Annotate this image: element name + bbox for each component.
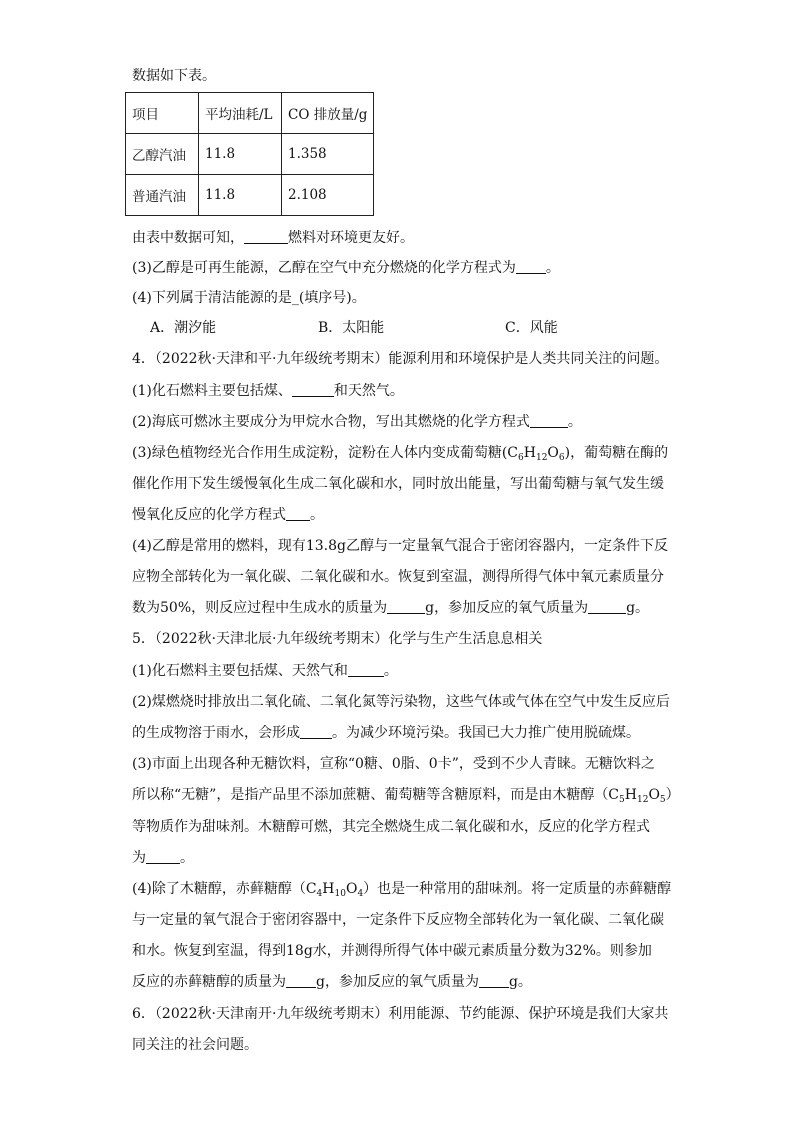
answer-blank[interactable]: [286, 973, 316, 988]
text: 的生成物溶于雨水，会形成: [132, 725, 300, 741]
q5-part2-line2: [132, 724, 640, 742]
option-b: B．太阳能: [318, 320, 385, 336]
q4-part2: [132, 413, 582, 431]
q3-part3: [132, 259, 560, 277]
text: g，参加反应的氧气质量为: [425, 600, 589, 616]
q4-part4-line2: 应物全部转化为一氧化碳、二氧化碳和水。恢复到室温，测得所得气体中氧元素质量分: [132, 569, 664, 585]
table-header-cell: 项目: [126, 93, 199, 134]
subscript: 5: [619, 795, 625, 805]
text: 。: [310, 507, 324, 523]
text: 。: [545, 260, 560, 276]
text: (填序号)。: [298, 290, 366, 306]
q5-part2-line1: (2)煤燃烧时排放出二氧化硫、二氧化氮等污染物，这些气体或气体在空气中发生反应后: [132, 694, 670, 710]
q5-part1: [132, 662, 398, 680]
table-header-cell: 平均油耗/L: [199, 93, 282, 134]
q3-conclusion: [132, 229, 414, 247]
answer-blank[interactable]: [286, 506, 310, 521]
table-header-cell: CO 排放量/g: [282, 93, 374, 134]
text: ）: [665, 787, 680, 803]
q6-title-line2: 同关注的社会问题。: [132, 1037, 258, 1053]
table-cell: 11.8: [199, 175, 282, 216]
q4-part4-line3: [132, 599, 649, 617]
q5-part3-line4: [132, 849, 194, 867]
answer-blank[interactable]: [516, 259, 546, 274]
q5-part4-line3: 和水。恢复到室温，得到18g水，并测得所得气体中碳元素质量分数为32%。则参加: [132, 943, 652, 959]
text: (1)化石燃料主要包括煤、: [132, 383, 292, 399]
text: (2)海底可燃冰主要成分为甲烷水合物，写出其燃烧的化学方程式: [132, 414, 530, 430]
text: H: [624, 787, 637, 803]
subscript: 4: [316, 889, 323, 899]
text: 。: [180, 850, 194, 866]
text: g。: [508, 974, 532, 990]
text: g，参加反应的氧气质量为: [316, 974, 479, 990]
text: 。: [383, 663, 398, 679]
answer-blank[interactable]: [292, 382, 334, 397]
text: 反应的赤藓糖醇的质量为: [132, 974, 286, 990]
q6-title-line1: 6．（2022秋·天津南开·九年级统考期末）利用能源、节约能源、保护环境是我们大家共: [132, 1006, 669, 1022]
q4-part3-line2: 催化作用下发生缓慢氧化生成二氧化碳和水，同时放出能量，写出葡萄糖与氧气发生缓: [132, 476, 664, 492]
text: 数为50%，则反应过程中生成水的质量为: [132, 600, 388, 616]
table-header-row: [126, 93, 374, 134]
table-cell: 1.358: [282, 134, 374, 175]
text: (1)化石燃料主要包括煤、天然气和: [132, 663, 348, 679]
text: 。为减少环境污染。我国已大力推广使用脱硫煤。: [332, 725, 640, 741]
q5-part4-line1: [132, 880, 671, 898]
text: O: [648, 787, 660, 803]
table-row: [126, 175, 374, 216]
q4-title: 4．（2022秋·天津和平·九年级统考期末）能源利用和环境保护是人类共同关注的问题。: [132, 351, 669, 367]
text: O: [547, 445, 559, 461]
table-cell: 普通汽油: [126, 175, 199, 216]
q5-part3-line3: 等物质作为甜味剂。木糖醇可燃，其完全燃烧生成二氧化碳和水，反应的化学方程式: [132, 819, 650, 835]
q4-part3-line1: [132, 444, 668, 462]
table-cell: 11.8: [199, 134, 282, 175]
fuel-data-table: [125, 92, 374, 216]
text: (4)除了木糖醇，赤藓糖醇（C: [132, 881, 317, 897]
q5-part4-line2: 与一定量的氧气混合于密闭容器中，一定条件下反应物全部转化为一氧化碳、二氧化碳: [132, 912, 664, 928]
text: 。: [567, 414, 582, 430]
answer-blank[interactable]: [588, 599, 626, 614]
answer-blank[interactable]: [387, 599, 425, 614]
q4-part1: [132, 382, 404, 400]
text: 所以称“无糖”，是指产品里不添加蔗糖、葡萄糖等含糖原料，而是由木糖醇（C: [132, 787, 620, 803]
option-a: A．潮汐能: [150, 320, 217, 336]
q5-part4-line4: [132, 973, 532, 991]
subscript: 10: [334, 889, 346, 899]
answer-blank[interactable]: [146, 849, 180, 864]
text: 为: [132, 850, 146, 866]
answer-blank[interactable]: [479, 973, 509, 988]
subscript: 12: [535, 453, 548, 463]
q5-title: 5．（2022秋·天津北辰·九年级统考期末）化学与生产生活息息相关: [132, 631, 543, 647]
text: H: [322, 881, 335, 897]
subscript: 12: [636, 795, 649, 805]
q3-part4: [132, 289, 366, 307]
q5-part3-line1: (3)市面上出现各种无糖饮料，宣称“0糖、0脂、0卡”，受到不少人青睐。无糖饮料之: [132, 756, 655, 772]
option-c: C．风能: [505, 320, 558, 336]
answer-blank[interactable]: [244, 229, 288, 244]
text: H: [523, 445, 536, 461]
text: )，葡萄糖在酶的: [564, 445, 669, 461]
subscript: 6: [518, 453, 524, 463]
intro-text: 数据如下表。: [132, 68, 216, 84]
text: 慢氧化反应的化学方程式: [132, 507, 286, 523]
q4-part4-line1: (4)乙醇是常用的燃料，现有13.8g乙醇与一定量氧气混合于密闭容器内，一定条件下反: [132, 538, 668, 554]
answer-blank[interactable]: [300, 724, 332, 739]
text: (3)乙醇是可再生能源，乙醇在空气中充分燃烧的化学方程式为: [132, 260, 516, 276]
answer-blank[interactable]: [530, 413, 568, 428]
text: 由表中数据可知，: [132, 230, 244, 246]
subscript: 4: [357, 889, 364, 899]
subscript: 6: [558, 453, 565, 463]
text: ）也是一种常用的甜味剂。将一定质量的赤藓糖醇: [363, 881, 672, 897]
text: g。: [626, 600, 650, 616]
text: (3)绿色植物经光合作用生成淀粉，淀粉在人体内变成葡萄糖(C: [132, 445, 519, 461]
text: (4)下列属于清洁能源的是_: [132, 290, 299, 306]
text: 燃料对环境更友好。: [288, 230, 414, 246]
table-cell: 乙醇汽油: [126, 134, 199, 175]
text: 和天然气。: [333, 383, 404, 399]
table-row: [126, 134, 374, 175]
subscript: 5: [659, 795, 666, 805]
text: O: [345, 881, 358, 897]
answer-blank[interactable]: [348, 662, 384, 677]
q5-part3-line2: [132, 786, 680, 804]
q4-part3-line3: [132, 506, 324, 524]
table-cell: 2.108: [282, 175, 374, 216]
